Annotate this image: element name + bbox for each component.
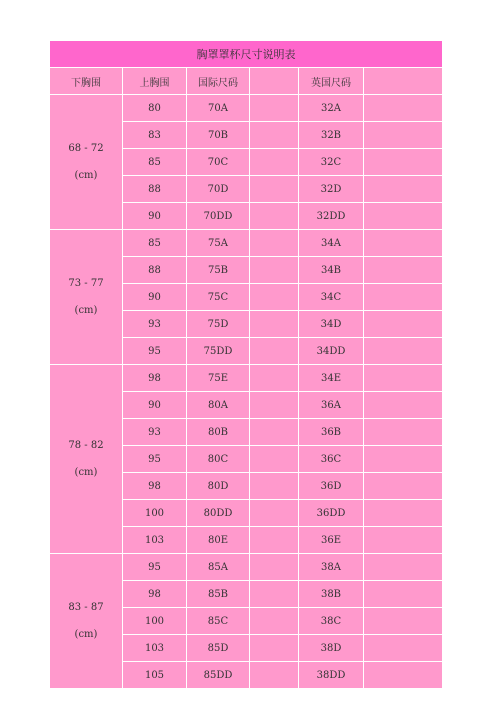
under-bust-range bbox=[50, 95, 123, 230]
over-bust-cell: 95 bbox=[123, 338, 187, 365]
spacer-cell bbox=[364, 581, 443, 608]
spacer-cell bbox=[250, 230, 299, 257]
over-bust-cell: 93 bbox=[123, 419, 187, 446]
spacer-cell bbox=[250, 95, 299, 122]
spacer-cell bbox=[250, 500, 299, 527]
spacer-cell bbox=[364, 149, 443, 176]
over-bust-cell: 93 bbox=[123, 311, 187, 338]
spacer-cell bbox=[250, 392, 299, 419]
intl-size-cell: 75D bbox=[187, 311, 250, 338]
under-bust-range-value: 68 - 72 bbox=[68, 143, 104, 154]
intl-size-cell: 80D bbox=[187, 473, 250, 500]
uk-size-cell: 36E bbox=[299, 527, 364, 554]
header-blank-2 bbox=[364, 68, 443, 95]
table-row bbox=[50, 554, 443, 581]
over-bust-cell: 88 bbox=[123, 257, 187, 284]
uk-size-cell: 38DD bbox=[299, 662, 364, 689]
over-bust-cell: 98 bbox=[123, 365, 187, 392]
over-bust-cell: 83 bbox=[123, 122, 187, 149]
spacer-cell bbox=[364, 203, 443, 230]
spacer-cell bbox=[364, 608, 443, 635]
uk-size-cell: 32D bbox=[299, 176, 364, 203]
uk-size-cell: 34A bbox=[299, 230, 364, 257]
spacer-cell bbox=[364, 311, 443, 338]
uk-size-cell: 38A bbox=[299, 554, 364, 581]
intl-size-cell: 75C bbox=[187, 284, 250, 311]
spacer-cell bbox=[364, 635, 443, 662]
over-bust-cell: 98 bbox=[123, 473, 187, 500]
spacer-cell bbox=[250, 581, 299, 608]
intl-size-cell: 80DD bbox=[187, 500, 250, 527]
uk-size-cell: 32C bbox=[299, 149, 364, 176]
spacer-cell bbox=[364, 554, 443, 581]
intl-size-cell: 80E bbox=[187, 527, 250, 554]
under-bust-range bbox=[50, 554, 123, 689]
intl-size-cell: 80B bbox=[187, 419, 250, 446]
uk-size-cell: 36DD bbox=[299, 500, 364, 527]
spacer-cell bbox=[250, 203, 299, 230]
spacer-cell bbox=[364, 122, 443, 149]
over-bust-cell: 95 bbox=[123, 554, 187, 581]
uk-size-cell: 36B bbox=[299, 419, 364, 446]
spacer-cell bbox=[364, 392, 443, 419]
intl-size-cell: 70C bbox=[187, 149, 250, 176]
spacer-cell bbox=[364, 95, 443, 122]
over-bust-cell: 100 bbox=[123, 608, 187, 635]
intl-size-cell: 85B bbox=[187, 581, 250, 608]
spacer-cell bbox=[250, 149, 299, 176]
header-over-bust: 上胸围 bbox=[123, 68, 187, 95]
over-bust-cell: 85 bbox=[123, 149, 187, 176]
spacer-cell bbox=[250, 446, 299, 473]
uk-size-cell: 38C bbox=[299, 608, 364, 635]
spacer-cell bbox=[250, 284, 299, 311]
intl-size-cell: 70DD bbox=[187, 203, 250, 230]
spacer-cell bbox=[250, 338, 299, 365]
spacer-cell bbox=[364, 365, 443, 392]
uk-size-cell: 32B bbox=[299, 122, 364, 149]
under-bust-range bbox=[50, 365, 123, 554]
table-row bbox=[50, 230, 443, 257]
over-bust-cell: 88 bbox=[123, 176, 187, 203]
spacer-cell bbox=[364, 284, 443, 311]
intl-size-cell: 85D bbox=[187, 635, 250, 662]
spacer-cell bbox=[364, 446, 443, 473]
uk-size-cell: 36C bbox=[299, 446, 364, 473]
under-bust-range-value: 73 - 77 bbox=[68, 278, 104, 289]
intl-size-cell: 75E bbox=[187, 365, 250, 392]
over-bust-cell: 80 bbox=[123, 95, 187, 122]
under-bust-range-unit: (cm) bbox=[74, 467, 98, 478]
spacer-cell bbox=[250, 257, 299, 284]
spacer-cell bbox=[250, 635, 299, 662]
spacer-cell bbox=[250, 311, 299, 338]
under-bust-range-value: 83 - 87 bbox=[68, 602, 104, 613]
over-bust-cell: 90 bbox=[123, 392, 187, 419]
bra-size-table bbox=[49, 40, 443, 689]
uk-size-cell: 34C bbox=[299, 284, 364, 311]
header-under-bust: 下胸围 bbox=[50, 68, 123, 95]
spacer-cell bbox=[250, 473, 299, 500]
under-bust-range-unit: (cm) bbox=[74, 170, 98, 181]
over-bust-cell: 103 bbox=[123, 635, 187, 662]
table-title: 胸罩罩杯尺寸说明表 bbox=[50, 41, 443, 68]
intl-size-cell: 75DD bbox=[187, 338, 250, 365]
uk-size-cell: 34D bbox=[299, 311, 364, 338]
uk-size-cell: 38B bbox=[299, 581, 364, 608]
over-bust-cell: 98 bbox=[123, 581, 187, 608]
uk-size-cell: 34DD bbox=[299, 338, 364, 365]
intl-size-cell: 85C bbox=[187, 608, 250, 635]
spacer-cell bbox=[364, 338, 443, 365]
uk-size-cell: 34E bbox=[299, 365, 364, 392]
over-bust-cell: 95 bbox=[123, 446, 187, 473]
spacer-cell bbox=[364, 500, 443, 527]
over-bust-cell: 85 bbox=[123, 230, 187, 257]
uk-size-cell: 34B bbox=[299, 257, 364, 284]
spacer-cell bbox=[250, 419, 299, 446]
header-uk-size: 英国尺码 bbox=[299, 68, 364, 95]
spacer-cell bbox=[250, 608, 299, 635]
spacer-cell bbox=[250, 554, 299, 581]
header-row bbox=[50, 68, 443, 95]
under-bust-range bbox=[50, 230, 123, 365]
intl-size-cell: 75B bbox=[187, 257, 250, 284]
under-bust-range-value: 78 - 82 bbox=[68, 440, 104, 451]
uk-size-cell: 36A bbox=[299, 392, 364, 419]
uk-size-cell: 36D bbox=[299, 473, 364, 500]
over-bust-cell: 103 bbox=[123, 527, 187, 554]
table-row bbox=[50, 95, 443, 122]
intl-size-cell: 70B bbox=[187, 122, 250, 149]
uk-size-cell: 38D bbox=[299, 635, 364, 662]
over-bust-cell: 90 bbox=[123, 284, 187, 311]
intl-size-cell: 85DD bbox=[187, 662, 250, 689]
spacer-cell bbox=[364, 176, 443, 203]
intl-size-cell: 70D bbox=[187, 176, 250, 203]
spacer-cell bbox=[364, 257, 443, 284]
spacer-cell bbox=[364, 419, 443, 446]
spacer-cell bbox=[364, 473, 443, 500]
header-blank bbox=[250, 68, 299, 95]
spacer-cell bbox=[364, 662, 443, 689]
spacer-cell bbox=[250, 176, 299, 203]
uk-size-cell: 32A bbox=[299, 95, 364, 122]
intl-size-cell: 80A bbox=[187, 392, 250, 419]
intl-size-cell: 80C bbox=[187, 446, 250, 473]
under-bust-range-unit: (cm) bbox=[74, 629, 98, 640]
over-bust-cell: 90 bbox=[123, 203, 187, 230]
table-row bbox=[50, 365, 443, 392]
intl-size-cell: 75A bbox=[187, 230, 250, 257]
spacer-cell bbox=[364, 230, 443, 257]
spacer-cell bbox=[250, 122, 299, 149]
header-intl-size: 国际尺码 bbox=[187, 68, 250, 95]
spacer-cell bbox=[250, 527, 299, 554]
over-bust-cell: 100 bbox=[123, 500, 187, 527]
uk-size-cell: 32DD bbox=[299, 203, 364, 230]
intl-size-cell: 85A bbox=[187, 554, 250, 581]
intl-size-cell: 70A bbox=[187, 95, 250, 122]
under-bust-range-unit: (cm) bbox=[74, 305, 98, 316]
over-bust-cell: 105 bbox=[123, 662, 187, 689]
spacer-cell bbox=[364, 527, 443, 554]
spacer-cell bbox=[250, 662, 299, 689]
spacer-cell bbox=[250, 365, 299, 392]
